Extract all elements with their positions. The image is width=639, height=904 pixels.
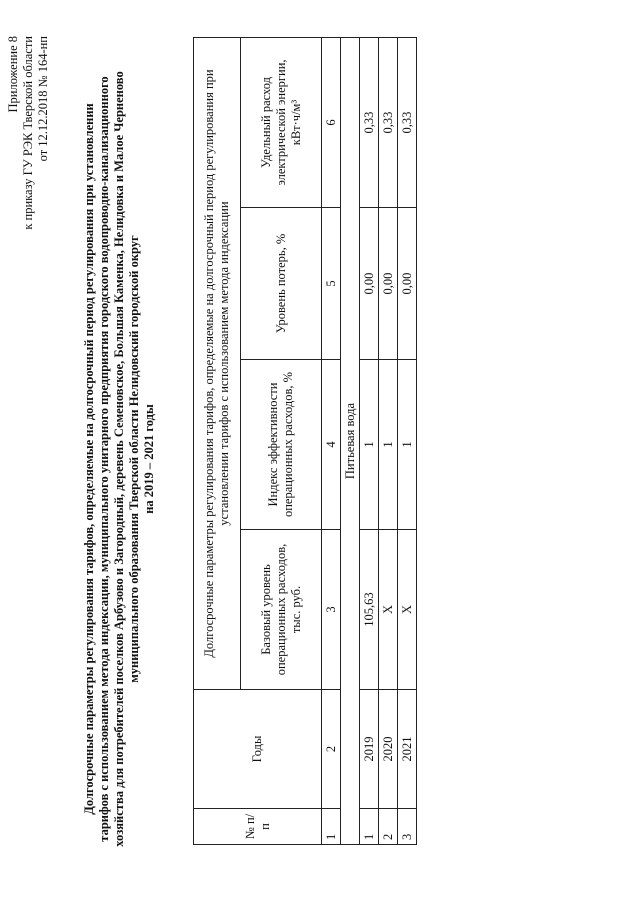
row-loss: 0,00 xyxy=(360,208,379,360)
table-row xyxy=(360,38,379,845)
header-loss: Уровень потерь, % xyxy=(241,208,322,360)
row-year: 2020 xyxy=(379,690,398,809)
row-loss: 0,00 xyxy=(398,208,417,360)
index-cell-2: 2 xyxy=(322,690,341,809)
row-base: 105,63 xyxy=(360,530,379,690)
row-base: X xyxy=(398,530,417,690)
appendix-line-3: от 12.12.2018 № 164-нп xyxy=(36,36,50,162)
title-line-3: хозяйства для потребителей поселков Арбузово и Загородный, деревень Семеновское, Большая Каменка, Нелидовка и Малое Черненово xyxy=(112,71,126,847)
index-cell-1: 1 xyxy=(322,809,341,845)
index-row xyxy=(322,38,341,845)
row-spec: 0,33 xyxy=(379,38,398,208)
row-base: X xyxy=(379,530,398,690)
header-num: № п/п xyxy=(194,809,322,845)
document-title xyxy=(82,64,157,854)
header-base: Базовый уровень операционных расходов, тыс. руб. xyxy=(241,530,322,690)
index-cell-3: 3 xyxy=(322,530,341,690)
header-eff: Индекс эффективности операционных расходов, % xyxy=(241,360,322,530)
header-group: Долгосрочные параметры регулирования тарифов, определяемые на долгосрочный период регулирования при установлении тарифов с использованием метода индексации xyxy=(194,38,241,690)
appendix-block xyxy=(6,36,51,904)
table-row xyxy=(379,38,398,845)
index-cell-4: 4 xyxy=(322,360,341,530)
appendix-line-2: к приказу ГУ РЭК Тверской области xyxy=(21,36,35,230)
row-eff: 1 xyxy=(379,360,398,530)
title-line-1: Долгосрочные параметры регулирования тарифов, определяемые на долгосрочный период регулирования при установлении xyxy=(82,103,96,815)
title-line-2: тарифов с использованием метода индексации, муниципального унитарного предприятия городского водопроводно-канализационного xyxy=(97,76,111,842)
title-line-4: муниципального образования Тверской области Нелидовский городской округ xyxy=(127,235,141,683)
row-spec: 0,33 xyxy=(398,38,417,208)
row-num: 1 xyxy=(360,809,379,845)
header-year: Годы xyxy=(194,690,322,809)
row-year: 2019 xyxy=(360,690,379,809)
title-line-5: на 2019 – 2021 годы xyxy=(142,404,156,514)
row-loss: 0,00 xyxy=(379,208,398,360)
section-row xyxy=(341,38,360,845)
row-eff: 1 xyxy=(398,360,417,530)
header-spec: Удельный расход электрической энергии, кВт·ч/м³ xyxy=(241,38,322,208)
row-eff: 1 xyxy=(360,360,379,530)
row-spec: 0,33 xyxy=(360,38,379,208)
parameters-table xyxy=(193,37,417,845)
appendix-line-1: Приложение 8 xyxy=(6,36,20,113)
index-cell-5: 5 xyxy=(322,208,341,360)
section-title: Питьевая вода xyxy=(341,38,360,845)
row-num: 2 xyxy=(379,809,398,845)
index-cell-6: 6 xyxy=(322,38,341,208)
row-num: 3 xyxy=(398,809,417,845)
table-row xyxy=(398,38,417,845)
header-row-top xyxy=(194,38,241,845)
row-year: 2021 xyxy=(398,690,417,809)
